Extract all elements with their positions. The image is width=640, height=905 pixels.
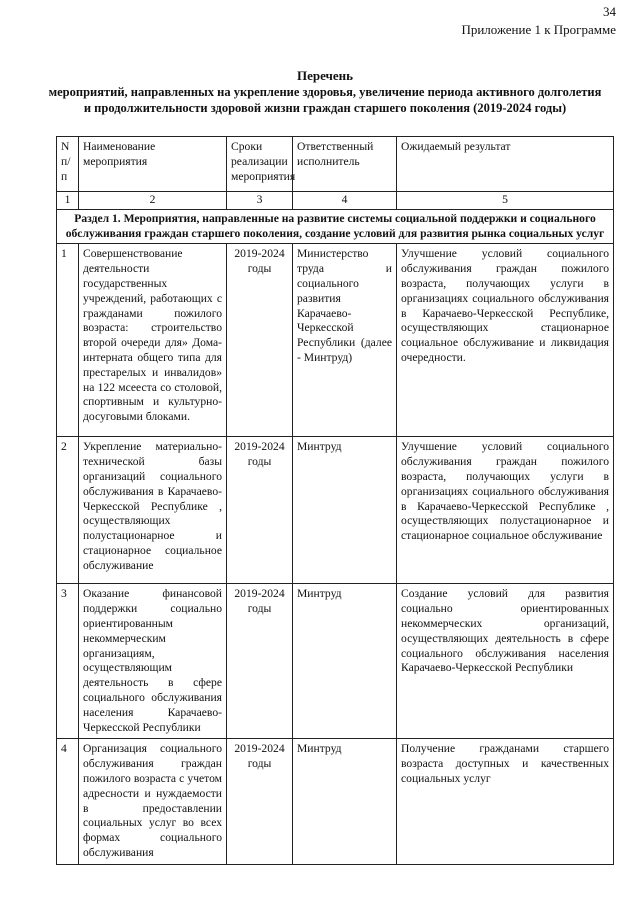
table-row [57, 739, 614, 864]
title-line-3: и продолжительности здоровой жизни граждан старшего поколения (2019-2024 годы) [83, 101, 567, 115]
column-number: 5 [397, 192, 614, 210]
title-line-1: Перечень [296, 68, 354, 83]
table-header-row [57, 137, 614, 192]
row-executor: Министерство труда и социального развития Карачаево-Черкесской Республики (далее - Минтруд) [293, 244, 397, 437]
table-row [57, 437, 614, 584]
row-executor: Минтруд [293, 739, 397, 864]
header-num: N п/п [57, 137, 79, 192]
document-title [30, 68, 620, 116]
row-name: Организация социального обслуживания граждан пожилого возраста с учетом адресности и нуждаемости в предоставлении социальных услуг во всех формах социального обслуживания [79, 739, 227, 864]
row-name: Совершенствование деятельности государственных учреждений, работающих с гражданами пожилого возраста: строительство второй очереди для» Дома-интерната общего типа для престарелых и инвалидов» на 122 мсееста со столовой, спортивным и культурно-досуговыми блоками. [79, 244, 227, 437]
measures-table [56, 136, 614, 865]
row-executor: Минтруд [293, 584, 397, 739]
row-term: 2019-2024 годы [227, 584, 293, 739]
row-term: 2019-2024 годы [227, 244, 293, 437]
table-row [57, 244, 614, 437]
title-line-2: мероприятий, направленных на укрепление здоровья, увеличение периода активного долголетия [48, 85, 602, 99]
column-number-row [57, 192, 614, 210]
row-term: 2019-2024 годы [227, 739, 293, 864]
row-num: 2 [57, 437, 79, 584]
row-name: Оказание финансовой поддержки социально ориентированным некоммерческим организациям, осуществляющим деятельность в сфере социального обслуживания населения Карачаево-Черкесской Республики [79, 584, 227, 739]
row-num: 1 [57, 244, 79, 437]
row-result: Улучшение условий социального обслуживания граждан пожилого возраста, получающих услуги в организациях социального обслуживания в Карачаево-Черкесской Республике, осуществляющих стационарное социальное обслуживание и ликвидация очередности. [397, 244, 614, 437]
column-number: 2 [79, 192, 227, 210]
row-num: 4 [57, 739, 79, 864]
section-title: Раздел 1. Мероприятия, направленные на развитие системы социальной поддержки и социального обслуживания граждан старшего поколения, создание условий для развития рынка социальных услуг [57, 209, 614, 244]
appendix-label: Приложение 1 к Программе [461, 22, 616, 37]
column-number: 4 [293, 192, 397, 210]
section-row [57, 209, 614, 244]
header-term: Сроки реализации мероприятия [227, 137, 293, 192]
page-number: 34 [603, 4, 616, 19]
row-num: 3 [57, 584, 79, 739]
row-executor: Минтруд [293, 437, 397, 584]
column-number: 3 [227, 192, 293, 210]
header-name: Наименование мероприятия [79, 137, 227, 192]
header-result: Ожидаемый результат [397, 137, 614, 192]
row-term: 2019-2024 годы [227, 437, 293, 584]
row-name: Укрепление материально-технической базы организаций социального обслуживания в Карачаево-Черкесской Республике , осуществляющих полустационарное и стационарное социальное обслуживание [79, 437, 227, 584]
column-number: 1 [57, 192, 79, 210]
row-result: Улучшение условий социального обслуживания граждан пожилого возраста, получающих услуги в организациях социального обслуживания в Карачаево-Черкесской Республике , осуществляющих полустационарное и стационарное социальное обслуживание [397, 437, 614, 584]
header-executor: Ответственный исполнитель [293, 137, 397, 192]
row-result: Создание условий для развития социально ориентированных некоммерческих организаций, осуществляющих деятельность в сфере социального обслуживания населения Карачаево-Черкесской Республики [397, 584, 614, 739]
table-row [57, 584, 614, 739]
row-result: Получение гражданами старшего возраста доступных и качественных социальных услуг [397, 739, 614, 864]
